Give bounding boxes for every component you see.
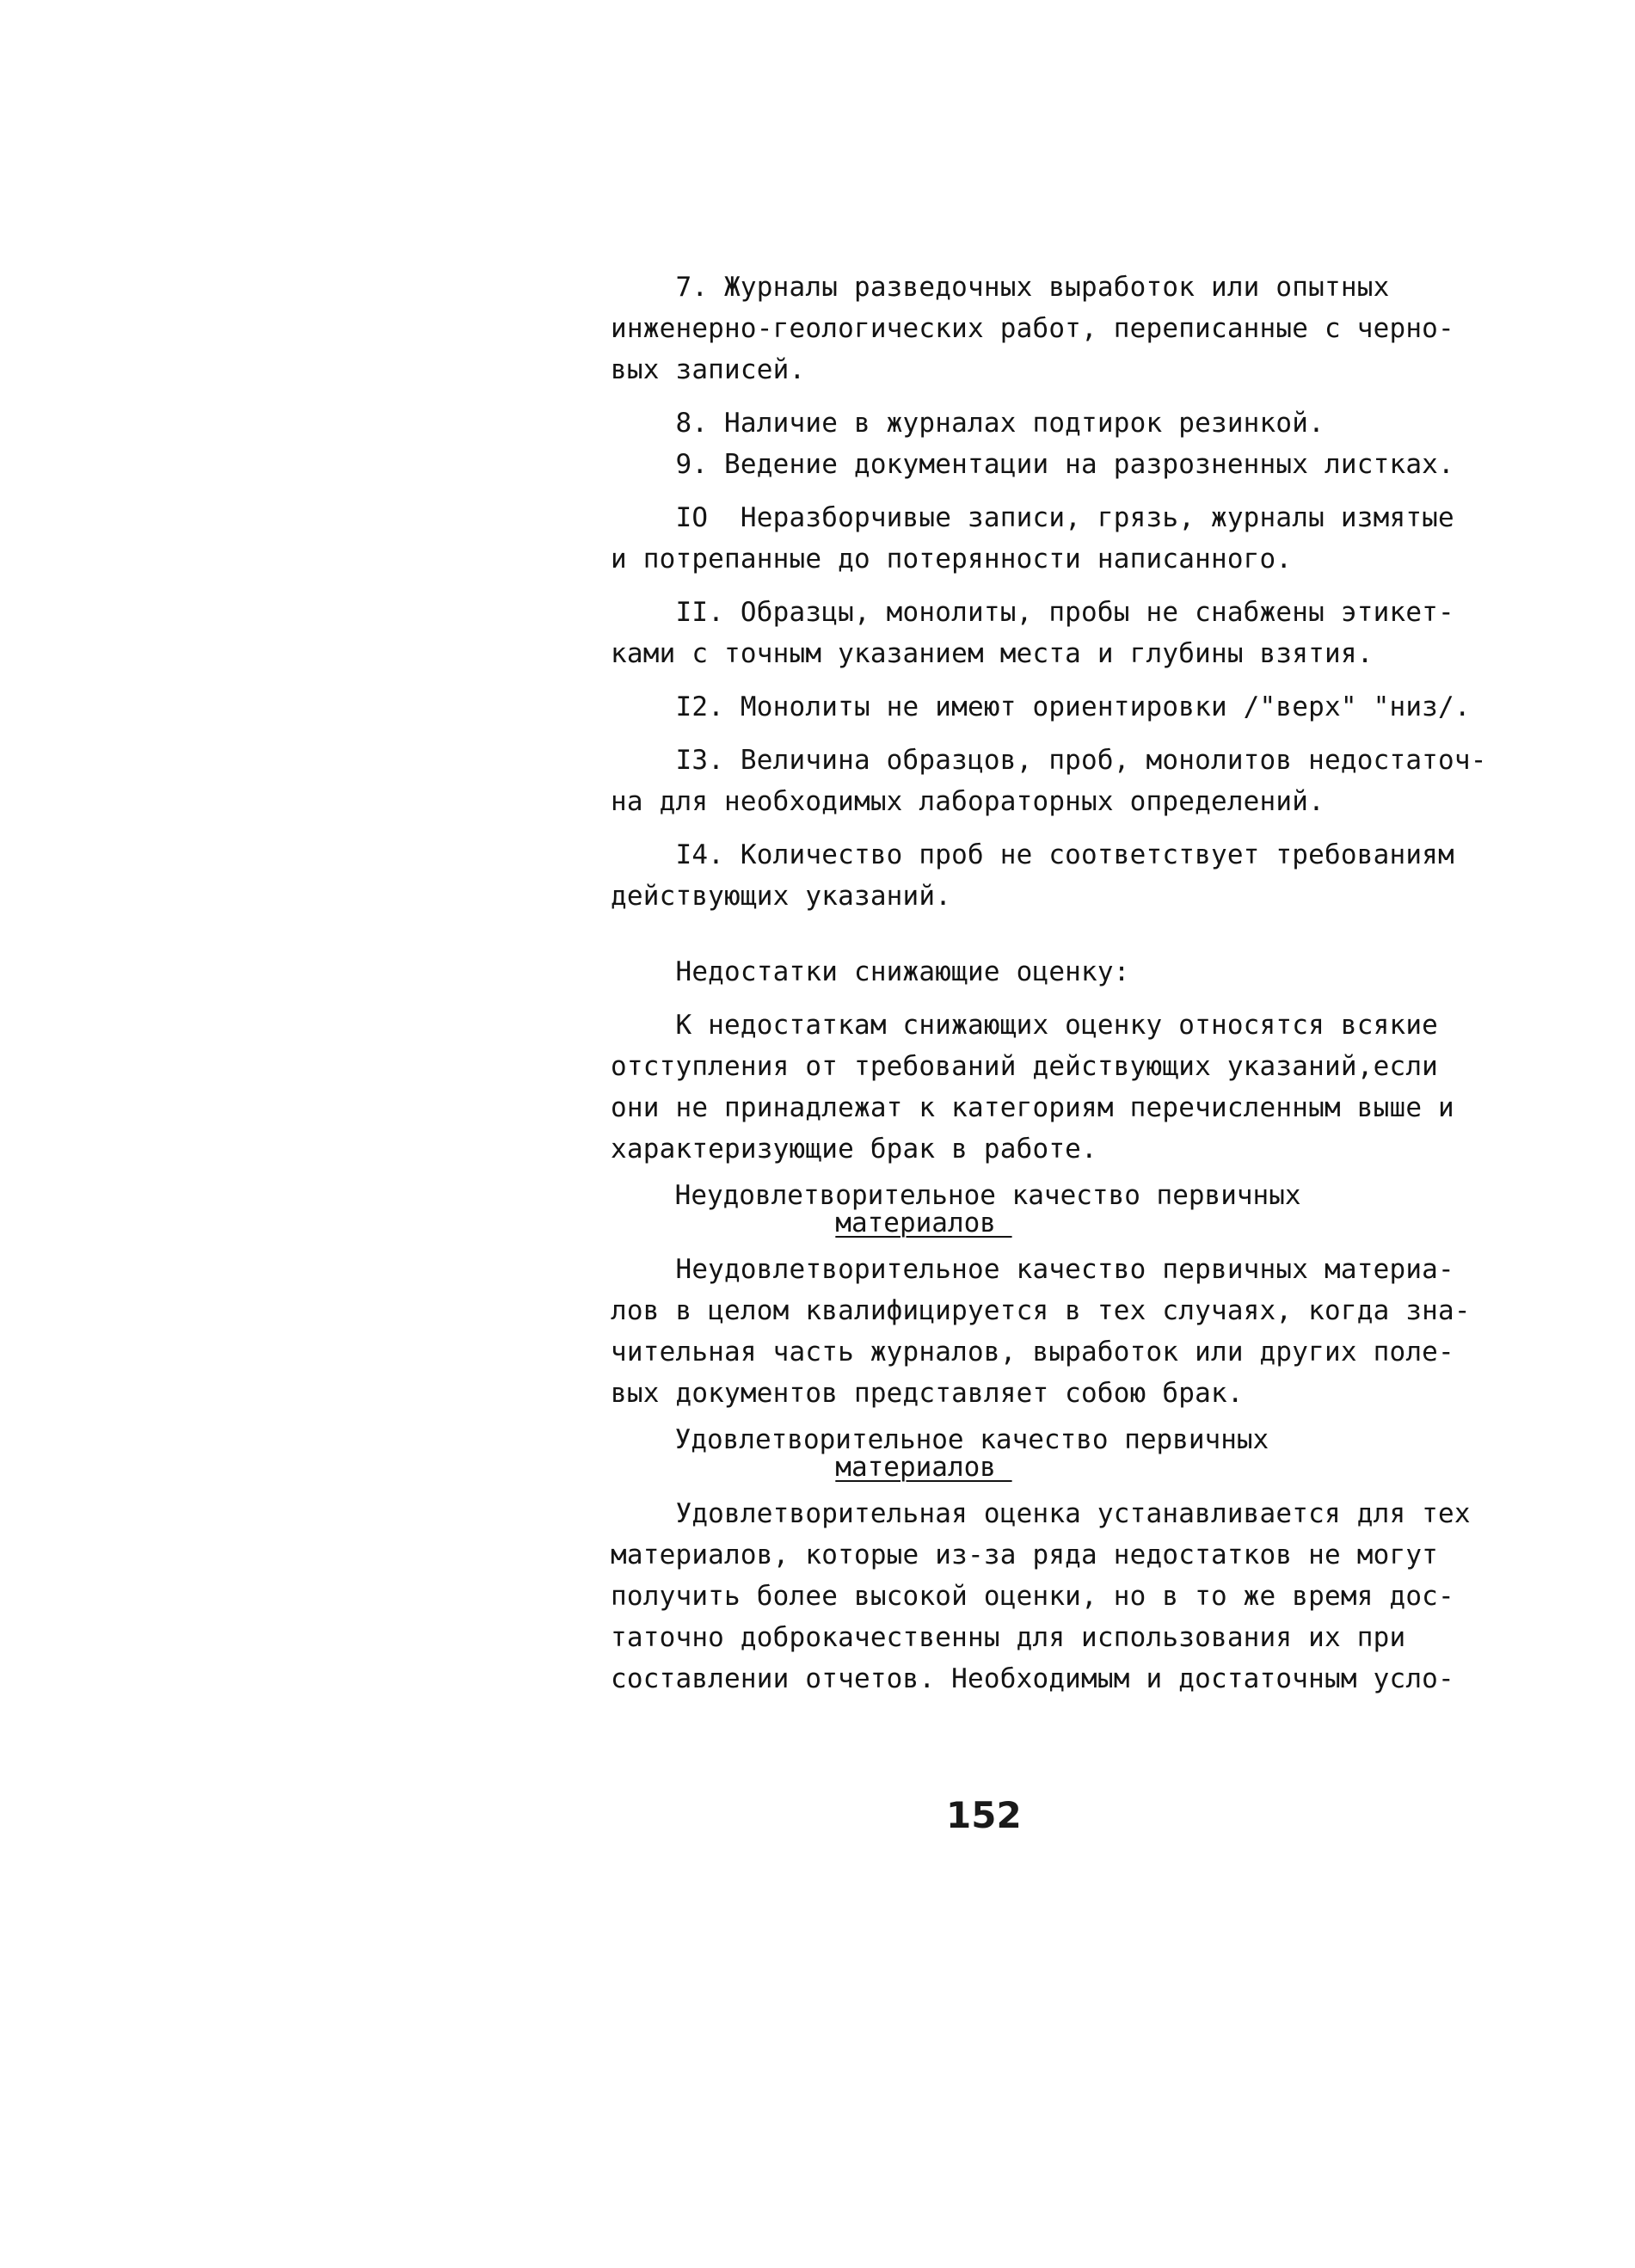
text-line: получить более высокой оценки, но в то же время дос-: [611, 1581, 1454, 1612]
text-line: характеризующие брак в работе.: [611, 1134, 1097, 1165]
list-item-7: [611, 267, 1531, 390]
text-line: и потрепанные до потерянности написанного.: [611, 544, 1293, 575]
text-line: вых записей.: [611, 354, 806, 385]
list-item-12: [611, 686, 1531, 728]
text-line: 8. Наличие в журналах подтирок резинкой.: [611, 408, 1325, 439]
text-line: 9. Ведение документации на разрозненных листках.: [611, 449, 1454, 480]
list-item-10: [611, 497, 1531, 580]
text-line: они не принадлежат к категориям перечисленным выше и: [611, 1092, 1454, 1123]
list-item-8: [611, 403, 1531, 444]
text-line: составлении отчетов. Необходимым и достаточным усло-: [611, 1663, 1454, 1694]
heading-underlined: материалов: [835, 1208, 1012, 1238]
text-line: Удовлетворительная оценка устанавливается для тех: [611, 1498, 1471, 1529]
satisfactory-section: [611, 1493, 1531, 1699]
text-line: ками с точным указанием места и глубины взятия.: [611, 638, 1374, 669]
section-title: Недостатки снижающие оценку:: [611, 956, 1130, 987]
list-item-11: [611, 592, 1531, 674]
text-line: лов в целом квалифицируется в тех случаях, когда зна-: [611, 1295, 1471, 1326]
heading-indent: [611, 1452, 835, 1483]
document-body: [611, 267, 1531, 1699]
text-line: инженерно-геологических работ, переписанные с черно-: [611, 313, 1454, 344]
list-item-9: [611, 444, 1531, 485]
unsatisfactory-section: [611, 1249, 1531, 1414]
heading-line: [611, 1209, 1531, 1237]
text-line: II. Образцы, монолиты, пробы не снабжены этикет-: [611, 597, 1454, 628]
text-line: чительная часть журналов, выработок или других поле-: [611, 1337, 1454, 1368]
text-line: вых документов представляет собою брак.: [611, 1378, 1244, 1409]
shortcomings-section: [611, 951, 1531, 1170]
text-line: материалов, которые из-за ряда недостатков не могут: [611, 1540, 1439, 1570]
page-number: 152: [946, 1794, 1022, 1836]
satisfactory-heading: [611, 1426, 1531, 1481]
text-line: К недостаткам снижающих оценку относятся всякие: [611, 1010, 1439, 1041]
heading-line: Неудовлетворительное качество первичных: [611, 1180, 1301, 1211]
text-line: I4. Количество проб не соответствует требованиям: [611, 839, 1454, 870]
heading-underlined: материалов: [835, 1452, 1012, 1483]
text-line: IO Неразборчивые записи, грязь, журналы измятые: [611, 502, 1454, 533]
heading-indent: [611, 1208, 835, 1238]
text-line: 7. Журналы разведочных выработок или опытных: [611, 272, 1390, 303]
heading-line: [611, 1454, 1531, 1481]
list-item-14: [611, 834, 1531, 917]
text-line: отступления от требований действующих указаний,если: [611, 1051, 1439, 1082]
text-line: Неудовлетворительное качество первичных материа-: [611, 1254, 1454, 1285]
text-line: I2. Монолиты не имеют ориентировки /"верх" "низ/.: [611, 691, 1471, 722]
text-line: I3. Величина образцов, проб, монолитов недостаточ-: [611, 745, 1487, 776]
text-line: действующих указаний.: [611, 881, 952, 912]
heading-line: Удовлетворительное качество первичных: [611, 1424, 1269, 1455]
text-line: на для необходимых лабораторных определений.: [611, 786, 1325, 817]
list-item-13: [611, 740, 1531, 822]
unsatisfactory-heading: [611, 1182, 1531, 1237]
text-line: таточно доброкачественны для использования их при: [611, 1622, 1406, 1653]
